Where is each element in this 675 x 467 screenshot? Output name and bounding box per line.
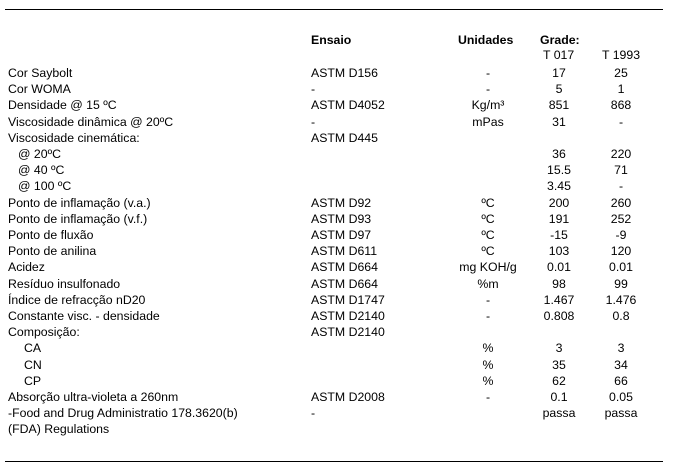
test-method: -: [311, 82, 316, 97]
value-t1993: 1: [617, 82, 625, 97]
value-t017: 103: [548, 244, 570, 259]
table-row: [0, 82, 675, 98]
value-t017: 17: [552, 66, 566, 80]
table-row: [0, 277, 675, 293]
test-method: ASTM D664: [311, 276, 378, 291]
test-method: ASTM D2008: [311, 390, 385, 404]
value-t1993: -9: [615, 228, 627, 242]
property-name: Ponto de inflamação (v.f.): [8, 211, 148, 226]
property-name: @ 40 ºC: [18, 163, 65, 178]
table-row: [0, 147, 675, 163]
unit-cell: ºC: [481, 195, 495, 210]
unit-cell: ºC: [481, 244, 495, 259]
property-name: @ 100 ºC: [18, 179, 72, 194]
value-t1993: 34: [614, 357, 628, 372]
table-row: [0, 341, 675, 357]
unit-cell: ºC: [481, 228, 495, 242]
value-t1993: passa: [604, 406, 638, 421]
value-t017: -15: [550, 228, 568, 242]
table-row: [0, 66, 675, 82]
test-method: ASTM D97: [311, 228, 372, 242]
table-row: [0, 309, 675, 325]
value-t017: 62: [552, 373, 566, 388]
table-row: [0, 293, 675, 309]
property-name: Absorção ultra-violeta a 260nm: [8, 390, 179, 404]
table-row: [0, 98, 675, 114]
unit-cell: -: [485, 82, 491, 97]
property-name: Ponto de anilina: [8, 244, 97, 259]
property-name: (FDA) Regulations: [8, 422, 110, 437]
table-row: [0, 212, 675, 228]
table-row: [0, 390, 675, 406]
unit-cell: %: [482, 357, 494, 372]
value-t017: 1.467: [543, 292, 575, 307]
value-t1993: -: [618, 179, 624, 194]
property-name: Ponto de inflamação (v.a.): [8, 195, 151, 210]
top-rule: [5, 9, 663, 10]
value-t1993: -: [618, 114, 624, 129]
value-t017: 851: [548, 98, 570, 113]
value-t1993: 3: [617, 341, 625, 356]
table-row: [0, 196, 675, 212]
property-name: CN: [24, 357, 42, 372]
unit-cell: %: [482, 341, 494, 356]
property-name: Resíduo insulfonado: [8, 276, 121, 291]
value-t017: 98: [552, 276, 566, 291]
unit-cell: ºC: [481, 211, 495, 226]
value-t017: 0.1: [550, 390, 568, 404]
unit-cell: -: [485, 390, 491, 404]
unit-cell: %m: [477, 276, 499, 291]
value-t1993: 252: [610, 211, 632, 226]
table-row: [0, 115, 675, 131]
value-t017: 3.45: [547, 179, 571, 194]
table-row: [0, 325, 675, 341]
test-method: ASTM D2140: [311, 309, 385, 323]
value-t017: 35: [552, 357, 566, 372]
test-method: ASTM D2140: [311, 325, 385, 340]
value-t017: 3: [555, 341, 563, 356]
value-t1993: 868: [610, 98, 632, 113]
property-name: @ 20ºC: [18, 147, 61, 161]
property-name: Viscosidade cinemática:: [8, 130, 140, 145]
value-t1993: 260: [610, 195, 632, 210]
unit-cell: mPas: [472, 114, 504, 129]
unit-cell: -: [485, 309, 491, 323]
unit-cell: -: [485, 292, 491, 307]
property-name: Cor Saybolt: [8, 66, 73, 80]
property-name: Constante visc. - densidade: [8, 309, 160, 323]
test-method: ASTM D1747: [311, 292, 385, 307]
value-t1993: 66: [614, 373, 628, 388]
test-method: ASTM D4052: [311, 98, 385, 113]
test-method: -: [311, 114, 316, 129]
property-name: Densidade @ 15 ºC: [8, 98, 117, 113]
value-t017: 15.5: [547, 163, 571, 178]
value-t017: passa: [542, 406, 576, 421]
property-name: Acidez: [8, 260, 45, 275]
value-t1993: 71: [614, 163, 628, 178]
unit-cell: -: [485, 66, 491, 80]
unit-cell: %: [482, 373, 494, 388]
test-method: ASTM D611: [311, 244, 378, 259]
property-name: CA: [24, 341, 42, 356]
property-name: Ponto de fluxão: [8, 228, 94, 242]
test-method: ASTM D664: [311, 260, 378, 275]
value-t1993: 120: [610, 244, 632, 259]
header-unidades: Unidades: [458, 33, 514, 47]
header-grade-t017: T 017: [543, 48, 575, 62]
header-grade: Grade:: [540, 33, 580, 47]
property-name: Cor WOMA: [8, 82, 71, 97]
table-row: [0, 260, 675, 276]
table-row: [0, 179, 675, 195]
test-method: -: [311, 406, 316, 421]
unit-cell: mg KOH/g: [459, 260, 517, 275]
property-name: Índice de refracção nD20: [8, 292, 146, 307]
value-t017: 36: [552, 147, 566, 161]
test-method: ASTM D445: [311, 130, 378, 145]
value-t017: 191: [548, 211, 570, 226]
table-row: [0, 163, 675, 179]
value-t017: 31: [552, 114, 566, 129]
value-t1993: 1.476: [605, 292, 637, 307]
table-row: [0, 358, 675, 374]
test-method: ASTM D93: [311, 211, 372, 226]
property-name: Composição:: [8, 325, 80, 340]
table-row: [0, 374, 675, 390]
value-t1993: 25: [614, 66, 628, 80]
test-method: ASTM D92: [311, 195, 372, 210]
table-row: [0, 244, 675, 260]
value-t1993: 0.05: [609, 390, 633, 404]
property-name: CP: [24, 373, 42, 388]
test-method: ASTM D156: [311, 66, 378, 80]
bottom-rule: [5, 461, 663, 462]
value-t1993: 0.01: [609, 260, 633, 275]
value-t017: 0.01: [547, 260, 571, 275]
value-t1993: 220: [610, 147, 632, 161]
table-row: [0, 131, 675, 147]
value-t1993: 99: [614, 276, 628, 291]
value-t017: 200: [548, 195, 570, 210]
value-t017: 0.808: [543, 309, 575, 323]
table-row: [0, 422, 675, 438]
header-ensaio: Ensaio: [311, 33, 352, 47]
table-row: [0, 228, 675, 244]
property-name: Viscosidade dinâmica @ 20ºC: [8, 114, 174, 129]
unit-cell: Kg/m³: [471, 98, 505, 113]
value-t1993: 0.8: [612, 309, 630, 323]
property-name: -Food and Drug Administratio 178.3620(b): [8, 406, 238, 421]
table-row: [0, 406, 675, 422]
value-t017: 5: [555, 82, 563, 97]
header-grade-t1993: T 1993: [602, 48, 641, 62]
